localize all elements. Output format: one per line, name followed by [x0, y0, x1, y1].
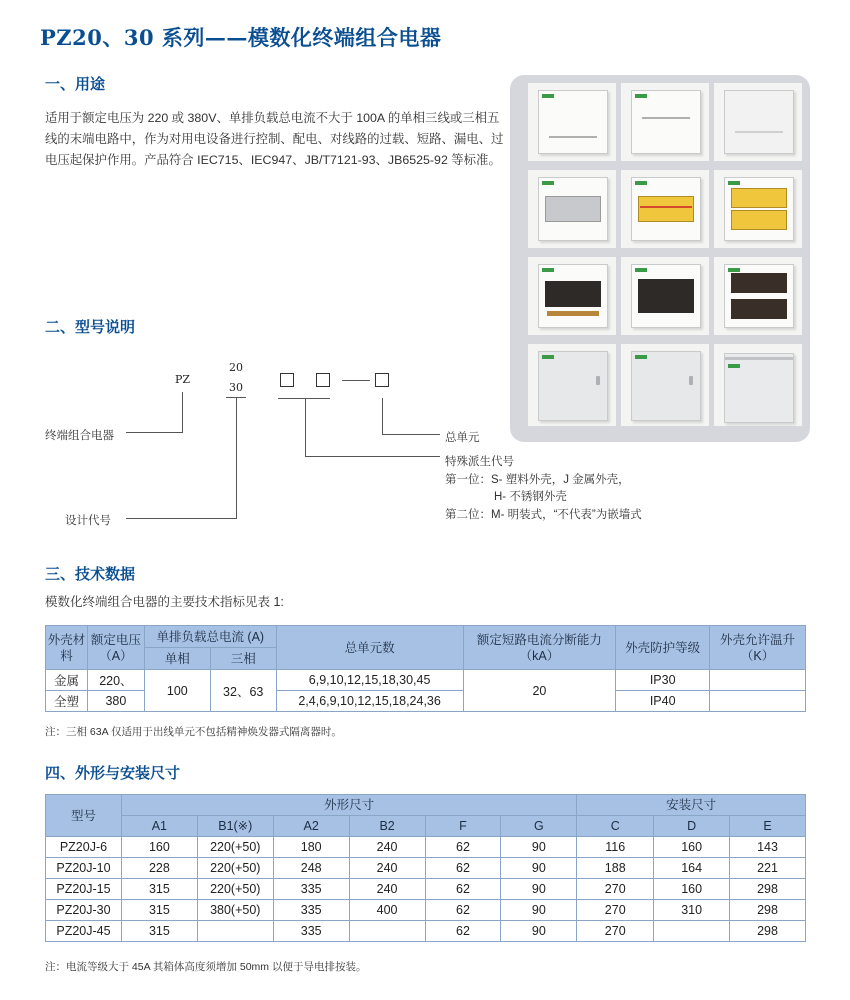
product-photo [714, 170, 802, 248]
cell-shell-metal: 金属 [46, 670, 88, 691]
section4-note: 注：电流等级大于 45A 其箱体高度须增加 50mm 以便于导电排按装。 [45, 961, 367, 973]
cell-model: PZ20J-15 [46, 879, 122, 900]
cell-value: 180 [273, 837, 349, 858]
cell-value: 298 [730, 879, 806, 900]
cell-value: 270 [577, 900, 654, 921]
cell-temp-1 [710, 670, 806, 691]
product-photo [714, 257, 802, 335]
cell-value: 400 [349, 900, 425, 921]
section2-heading: 二、型号说明 [45, 318, 136, 336]
cell-value: 143 [730, 837, 806, 858]
code-box-1 [280, 373, 294, 387]
cell-value: 160 [121, 837, 197, 858]
table-row [46, 900, 806, 921]
cell-units-2: 2,4,6,9,10,12,15,18,24,36 [276, 691, 463, 712]
product-photo [621, 170, 709, 248]
product-photo [528, 83, 616, 161]
code-20: 20 [229, 361, 243, 374]
product-photo [621, 257, 709, 335]
cell-value: 220(+50) [197, 879, 273, 900]
cell-voltage-1: 220、 [87, 670, 144, 691]
tech-data-table [45, 625, 806, 712]
cell-value: 90 [501, 837, 577, 858]
table-row [46, 879, 806, 900]
header-ip: 外壳防护等级 [616, 626, 710, 670]
cell-value: 160 [654, 879, 730, 900]
cell-value: 90 [501, 858, 577, 879]
cell-ip-1: IP30 [616, 670, 710, 691]
table-row [46, 858, 806, 879]
label-first-position: 第一位：S- 塑料外壳，J 金属外壳， [445, 474, 630, 486]
cell-model: PZ20J-6 [46, 837, 122, 858]
cell-value: 188 [577, 858, 654, 879]
cell-value: 164 [654, 858, 730, 879]
code-box-2 [316, 373, 330, 387]
cell-ip-2: IP40 [616, 691, 710, 712]
product-photo [528, 344, 616, 426]
product-photo [528, 170, 616, 248]
cell-value: 90 [501, 921, 577, 942]
cell-value: 335 [273, 900, 349, 921]
cell-model: PZ20J-10 [46, 858, 122, 879]
section1-heading: 一、用途 [45, 75, 106, 93]
cell-model: PZ20J-45 [46, 921, 122, 942]
cell-value: 221 [730, 858, 806, 879]
section4-heading: 四、外形与安装尺寸 [45, 764, 181, 782]
product-photo [621, 83, 709, 161]
label-special: 特殊派生代号 [445, 456, 514, 468]
cell-value: 62 [425, 900, 501, 921]
header-model: 型号 [46, 795, 122, 837]
cell-units-1: 6,9,10,12,15,18,30,45 [276, 670, 463, 691]
header-rated: 额定电压（A） [87, 626, 144, 670]
code-dash [342, 380, 370, 381]
cell-single: 100 [144, 670, 210, 712]
header-current: 单排负载总电流 (A) [144, 626, 276, 648]
header-units: 总单元数 [276, 626, 463, 670]
header-shell: 外壳材料 [46, 626, 88, 670]
cell-value: 240 [349, 879, 425, 900]
section3-intro: 模数化终端组合电器的主要技术指标见表 1: [45, 595, 284, 609]
table-row [46, 921, 806, 942]
column-header: C [577, 816, 654, 837]
cell-value: 270 [577, 921, 654, 942]
cell-value: 270 [577, 879, 654, 900]
product-photo [714, 344, 802, 426]
cell-value: 220(+50) [197, 858, 273, 879]
cell-shell-plastic: 全塑 [46, 691, 88, 712]
cell-value [349, 921, 425, 942]
page-title: PZ20、30 系列——模数化终端组合电器 [40, 25, 442, 50]
cell-value: 160 [654, 837, 730, 858]
cell-value: 90 [501, 900, 577, 921]
code-30: 30 [229, 381, 243, 394]
cell-value: 310 [654, 900, 730, 921]
label-total-units: 总单元 [445, 432, 480, 444]
column-header: D [654, 816, 730, 837]
cell-three: 32、63 [210, 670, 276, 712]
column-header: B1(※) [197, 816, 273, 837]
cell-value: 335 [273, 921, 349, 942]
cell-value: 298 [730, 921, 806, 942]
code-pz: PZ [175, 373, 191, 386]
column-header: A2 [273, 816, 349, 837]
section3-note: 注：三相 63A 仅适用于出线单元不包括精神焕发器式隔离器时。 [45, 726, 342, 738]
header-temp: 外壳允许温升（K） [710, 626, 806, 670]
product-photo-panel [510, 75, 810, 442]
label-terminal: 终端组合电器 [45, 430, 114, 442]
product-photo [621, 344, 709, 426]
cell-value: 240 [349, 837, 425, 858]
cell-value: 228 [121, 858, 197, 879]
dimension-table [45, 794, 806, 942]
cell-value: 248 [273, 858, 349, 879]
cell-value [654, 921, 730, 942]
table-row [46, 837, 806, 858]
cell-value: 335 [273, 879, 349, 900]
section1-paragraph: 适用于额定电压为 220 或 380V、单排负载总电流不大于 100A 的单相三线或三相五线的末端电路中，作为对用电设备进行控制、配电、对线路的过载、短路、漏电、过电压起保护作用。产品符合 IEC715、IEC947、JB/T7121-93、JB6525-92 等标准。 [45, 111, 504, 167]
cell-value: 220(+50) [197, 837, 273, 858]
cell-value [197, 921, 273, 942]
cell-value: 62 [425, 837, 501, 858]
header-breaking: 额定短路电流分断能力（kA） [463, 626, 616, 670]
column-header: G [501, 816, 577, 837]
column-header: E [730, 816, 806, 837]
header-install: 安装尺寸 [577, 795, 806, 816]
label-second-position: 第二位：M- 明装式，“不代表”为嵌墙式 [445, 509, 642, 521]
product-photo [714, 83, 802, 161]
label-design: 设计代号 [65, 515, 111, 527]
cell-value: 62 [425, 921, 501, 942]
cell-value: 298 [730, 900, 806, 921]
header-outline: 外形尺寸 [121, 795, 576, 816]
label-first-position-h: H- 不锈钢外壳 [494, 491, 567, 503]
cell-model: PZ20J-30 [46, 900, 122, 921]
cell-value: 315 [121, 921, 197, 942]
code-box-3 [375, 373, 389, 387]
header-single: 单相 [144, 648, 210, 670]
cell-temp-2 [710, 691, 806, 712]
cell-value: 315 [121, 879, 197, 900]
cell-value: 90 [501, 879, 577, 900]
cell-value: 380(+50) [197, 900, 273, 921]
cell-value: 62 [425, 879, 501, 900]
column-header: F [425, 816, 501, 837]
cell-breaking: 20 [463, 670, 616, 712]
section3-heading: 三、技术数据 [45, 565, 136, 583]
cell-value: 116 [577, 837, 654, 858]
header-three: 三相 [210, 648, 276, 670]
column-header: A1 [121, 816, 197, 837]
cell-value: 315 [121, 900, 197, 921]
column-header: B2 [349, 816, 425, 837]
product-photo [528, 257, 616, 335]
cell-value: 240 [349, 858, 425, 879]
cell-voltage-2: 380 [87, 691, 144, 712]
cell-value: 62 [425, 858, 501, 879]
